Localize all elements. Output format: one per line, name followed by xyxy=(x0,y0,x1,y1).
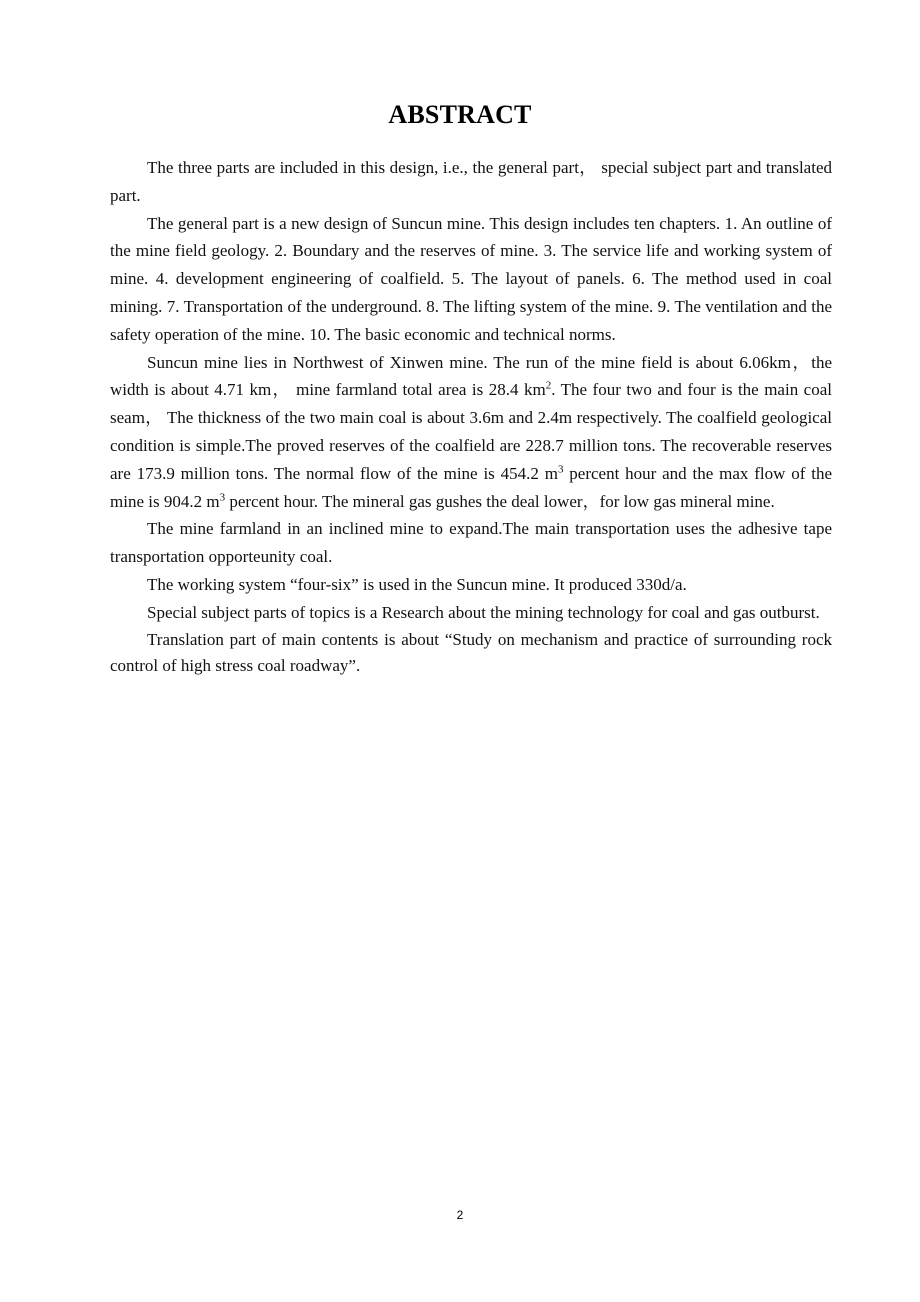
mine-description-text-d: percent hour. The mineral gas gushes the deal lower，for low gas mineral mine. xyxy=(225,491,775,511)
abstract-body xyxy=(110,154,832,679)
page-number: 2 xyxy=(456,1208,464,1222)
paragraph-design-parts: The three parts are included in this design, i.e., the general part， special subject part and translated part. xyxy=(110,158,832,205)
paragraph-translation-part: Translation part of main contents is about “Study on mechanism and practice of surrounding rock control of high stress coal roadway”. xyxy=(110,629,832,675)
paragraph-transportation: The mine farmland in an inclined mine to expand.The main transportation uses the adhesive tape transportation opporteunity coal. xyxy=(110,519,832,567)
paragraph-working-system: The working system “four-six” is used in the Suncun mine. It produced 330d/a. xyxy=(147,574,687,594)
superscript-normal-flow-unit: 3 xyxy=(557,463,564,476)
superscript-max-flow-unit: 3 xyxy=(219,490,226,503)
mine-description-text-b: . The four two and four is the main coal seam， The thickness of the two main coal is about 3.6m and 2.4m respectively. The coalfield geological condition is simple.The proved reserves of the coalfield are 228.7 million tons. The recoverable reserves are 173.9 million tons. The normal flow of the mine is 454.2 m xyxy=(110,380,832,483)
paragraph-mine-description xyxy=(110,349,832,516)
mine-description-text-c: percent hour and the max flow of the mine is 904.2 m xyxy=(110,463,832,511)
superscript-area-unit: 2 xyxy=(545,379,552,392)
mine-description-text-a: Suncun mine lies in Northwest of Xinwen mine. The run of the mine field is about 6.06km，the width is about 4.71 km， mine farmland total area is 28.4 km xyxy=(110,352,832,400)
paragraph-special-subject: Special subject parts of topics is a Research about the mining technology for coal and gas outburst. xyxy=(147,602,820,622)
paragraph-general-part: The general part is a new design of Suncun mine. This design includes ten chapters. 1. An outline of the mine field geology. 2. Boundary and the reserves of mine. 3. The service life and working system of mine. 4. development engineering of coalfield. 5. The layout of panels. 6. The method used in coal mining. 7. Transportation of the underground. 8. The lifting system of the mine. 9. The ventilation and the safety operation of the mine. 10. The basic economic and technical norms. xyxy=(110,213,832,344)
page-title: ABSTRACT xyxy=(388,100,532,129)
